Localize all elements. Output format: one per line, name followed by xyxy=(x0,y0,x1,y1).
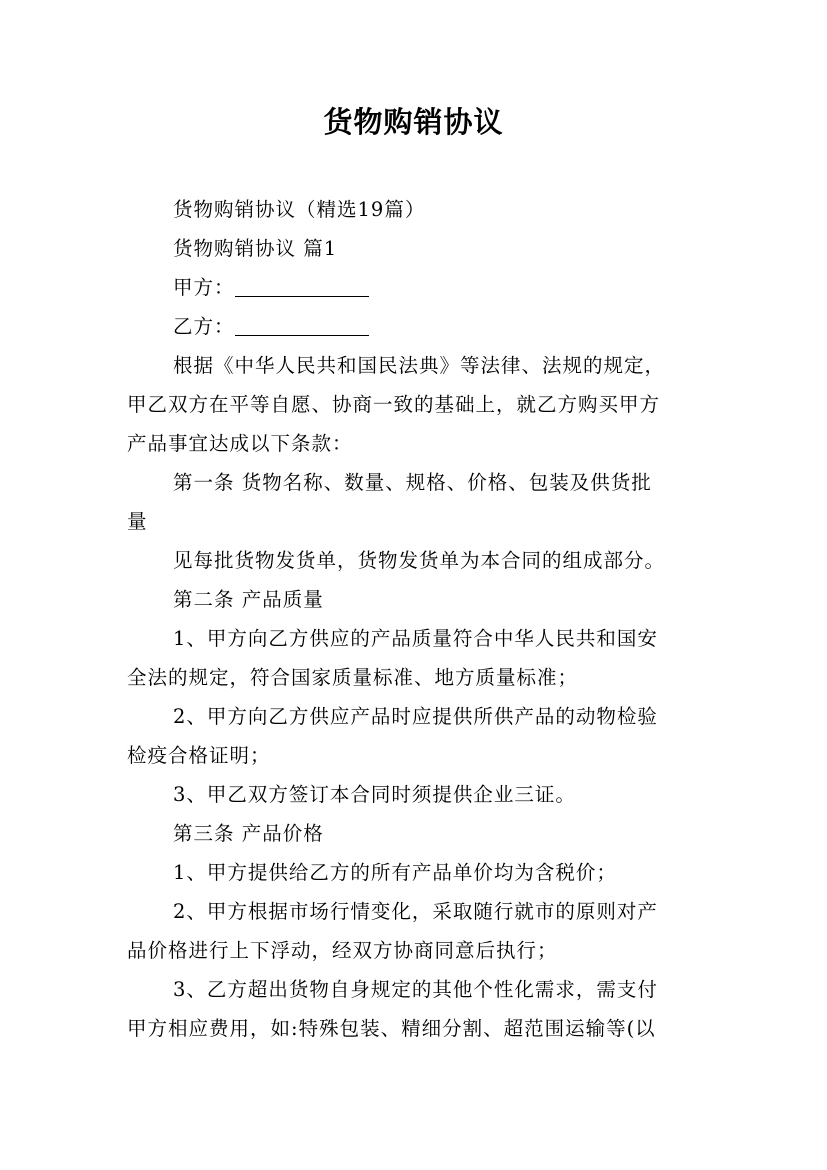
paragraph-line xyxy=(127,385,717,424)
fill-in-blank xyxy=(235,313,369,336)
line-text: 货物购销协议 篇1 xyxy=(173,237,338,260)
paragraph-line xyxy=(127,268,717,307)
line-text: 产品事宜达成以下条款： xyxy=(127,432,353,455)
line-text: 货物购销协议（精选19篇） xyxy=(173,198,426,221)
paragraph-line xyxy=(127,931,717,970)
paragraph-line xyxy=(127,307,717,346)
paragraph-line xyxy=(127,619,717,658)
fill-in-blank xyxy=(235,274,369,297)
paragraph-line xyxy=(127,736,717,775)
line-text: 甲方相应费用，如:特殊包装、精细分割、超范围运输等(以 xyxy=(127,1017,656,1040)
line-text: 第三条 产品价格 xyxy=(173,822,324,845)
line-text: 品价格进行上下浮动，经双方协商同意后执行； xyxy=(127,939,558,962)
paragraph-line xyxy=(127,658,717,697)
line-text: 检疫合格证明； xyxy=(127,744,271,767)
paragraph-line xyxy=(127,541,717,580)
paragraph-line xyxy=(127,853,717,892)
line-text: 2、甲方向乙方供应产品时应提供所供产品的动物检验 xyxy=(173,705,658,728)
line-text: 见每批货物发货单，货物发货单为本合同的组成部分。 xyxy=(173,549,666,572)
line-text: 第一条 货物名称、数量、规格、价格、包装及供货批 xyxy=(173,471,652,494)
paragraph-line xyxy=(127,892,717,931)
line-text: 2、甲方根据市场行情变化，采取随行就市的原则对产 xyxy=(173,900,658,923)
paragraph-line xyxy=(127,190,717,229)
document-title: 货物购销协议 xyxy=(323,105,504,139)
paragraph-line xyxy=(127,580,717,619)
paragraph-line xyxy=(127,970,717,1009)
paragraph-line xyxy=(127,697,717,736)
paragraph-line xyxy=(127,502,717,541)
line-text: 甲方： xyxy=(173,276,235,299)
paragraph-line xyxy=(127,1009,717,1048)
line-text: 1、甲方提供给乙方的所有产品单价均为含税价； xyxy=(173,861,617,884)
paragraph-line xyxy=(127,346,717,385)
line-text: 3、乙方超出货物自身规定的其他个性化需求，需支付 xyxy=(173,978,658,1001)
paragraph-line xyxy=(127,424,717,463)
paragraph-line xyxy=(127,814,717,853)
line-text: 甲乙双方在平等自愿、协商一致的基础上，就乙方购买甲方 xyxy=(127,393,661,416)
paragraph-line xyxy=(127,775,717,814)
paragraph-line xyxy=(127,463,717,502)
line-text: 3、甲乙双方签订本合同时须提供企业三证。 xyxy=(173,783,576,806)
line-text: 量 xyxy=(127,510,148,533)
line-text: 第二条 产品质量 xyxy=(173,588,324,611)
paragraph-line xyxy=(127,229,717,268)
document-body xyxy=(127,190,717,1048)
line-text: 根据《中华人民共和国民法典》等法律、法规的规定， xyxy=(173,354,666,377)
line-text: 1、甲方向乙方供应的产品质量符合中华人民共和国安 xyxy=(173,627,658,650)
line-text: 乙方： xyxy=(173,315,235,338)
line-text: 全法的规定，符合国家质量标准、地方质量标准； xyxy=(127,666,579,689)
